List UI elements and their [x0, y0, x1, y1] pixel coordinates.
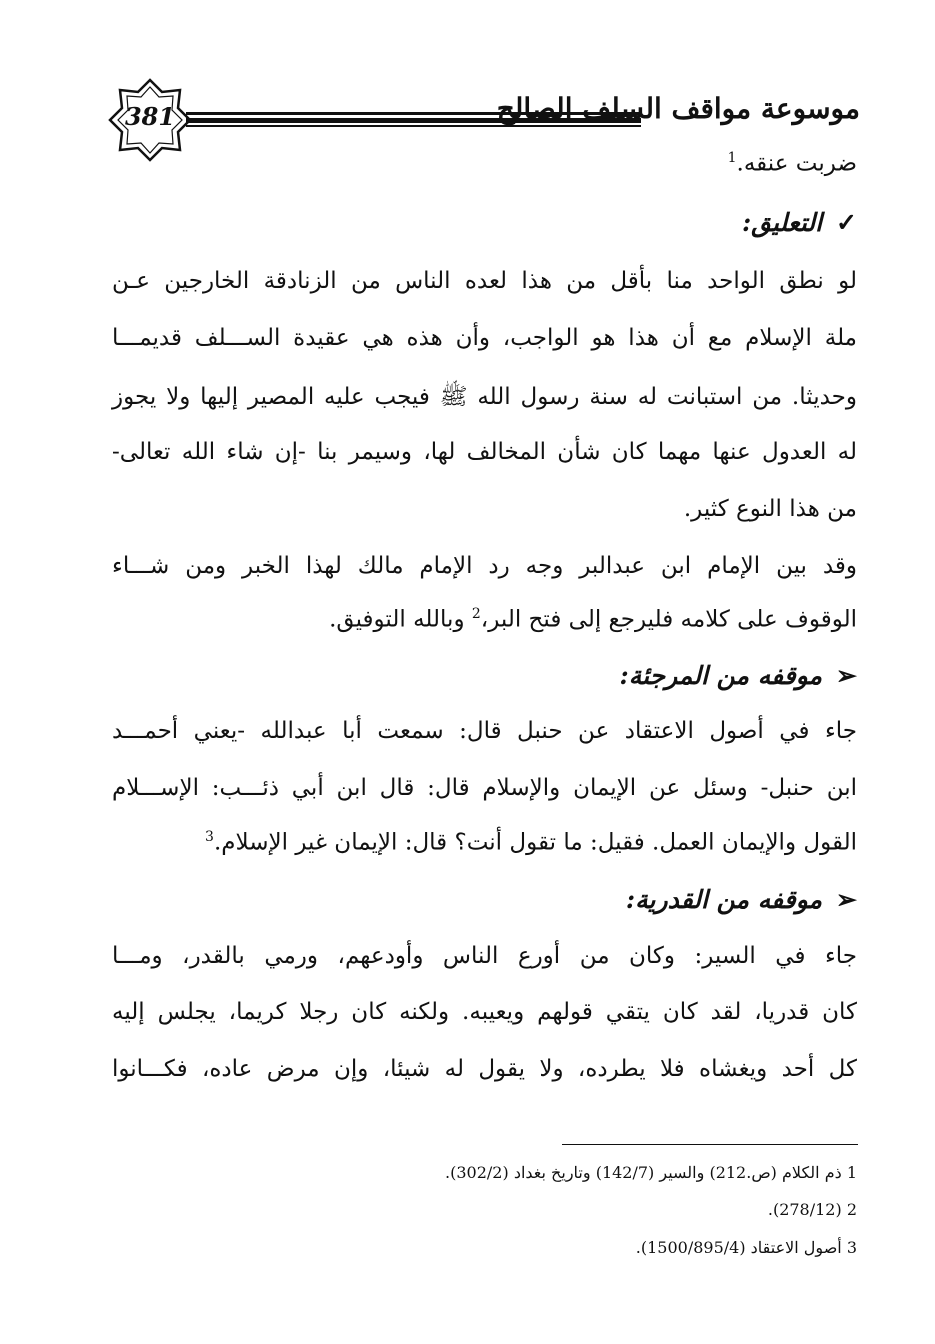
- text: وبالله التوفيق.: [329, 606, 465, 633]
- text-line: كان قدريا، لقد كان يتقي قولهم ويعيبه. ولكنه كان رجلا كريما، يجلس إليه: [112, 999, 857, 1025]
- footnote-ref: 1: [727, 150, 737, 166]
- text-line: ملة الإسلام مع أن هذا هو الواجب، وأن هذه هي عقيدة الســـلف قديمـــا: [112, 325, 857, 351]
- footnote-ref: 2: [471, 606, 481, 622]
- footnote-separator: [562, 1144, 858, 1145]
- arrowhead-bullet-icon: ➢: [836, 885, 857, 914]
- text-line: جاء في أصول الاعتقاد عن حنبل قال: سمعت أبا عبدالله -يعني أحمـــد: [112, 718, 857, 744]
- text: الوقوف على كلامه فليرجع إلى فتح البر،: [480, 606, 857, 633]
- heading-text: موقفه من القدرية:: [625, 885, 823, 914]
- text-line: [329, 606, 857, 633]
- section-heading-murjia: [619, 661, 857, 690]
- text-line: جاء في السير: وكان من أورع الناس وأودعهم، ورمي بالقدر، ومـــا: [112, 943, 857, 969]
- footnote: 2 (278/12).: [767, 1200, 857, 1219]
- section-heading-comment: [742, 208, 857, 237]
- heading-text: التعليق:: [741, 208, 823, 237]
- book-title: موسوعة مواقف السلف الصالح: [496, 92, 860, 125]
- footnote-ref: 3: [205, 829, 214, 845]
- text-line: [728, 150, 857, 177]
- text-line: كل أحد ويغشاه فلا يطرده، ولا يقول له شيئا، وإن مرض عاده، فكـــانوا: [112, 1056, 857, 1082]
- footnote: 1 ذم الكلام (ص.212) والسير (142/7) وتاريخ بغداد (302/2).: [445, 1163, 857, 1182]
- section-heading-qadariya: [626, 885, 857, 914]
- text-line: له العدول عنها مهما كان شأن المخالف لها، وسيمر بنا -إن شاء الله تعالى-: [112, 439, 857, 465]
- text: القول والإيمان العمل. فقيل: ما تقول أنت؟ قال: الإيمان غير الإسلام.: [213, 829, 857, 856]
- page-number-badge: [108, 78, 192, 162]
- text-line: وقد بين الإمام ابن عبدالبر وجه رد الإمام مالك لهذا الخبر ومن شـــاء: [112, 553, 857, 579]
- arrowhead-bullet-icon: ➢: [836, 661, 857, 690]
- text-line: من هذا النوع كثير.: [683, 496, 857, 522]
- heading-text: موقفه من المرجئة:: [619, 661, 823, 690]
- check-mark-icon: ✓: [836, 208, 857, 237]
- text-line: ابن حنبل- وسئل عن الإيمان والإسلام قال: قال ابن أبي ذئـــب: الإســـلام: [112, 775, 857, 801]
- text: ضربت عنقه.: [736, 150, 857, 177]
- footnote: 3 أصول الاعتقاد (1500/895/4).: [635, 1238, 857, 1257]
- text-line: وحديثا. من استبانت له سنة رسول الله ﷺ فيجب عليه المصير إليها ولا يجوز: [112, 384, 857, 410]
- text-line: [205, 829, 857, 856]
- page-number: 381: [124, 102, 176, 131]
- text-line: لو نطق الواحد منا بأقل من هذا لعده الناس من الزنادقة الخارجين عـن: [112, 268, 857, 294]
